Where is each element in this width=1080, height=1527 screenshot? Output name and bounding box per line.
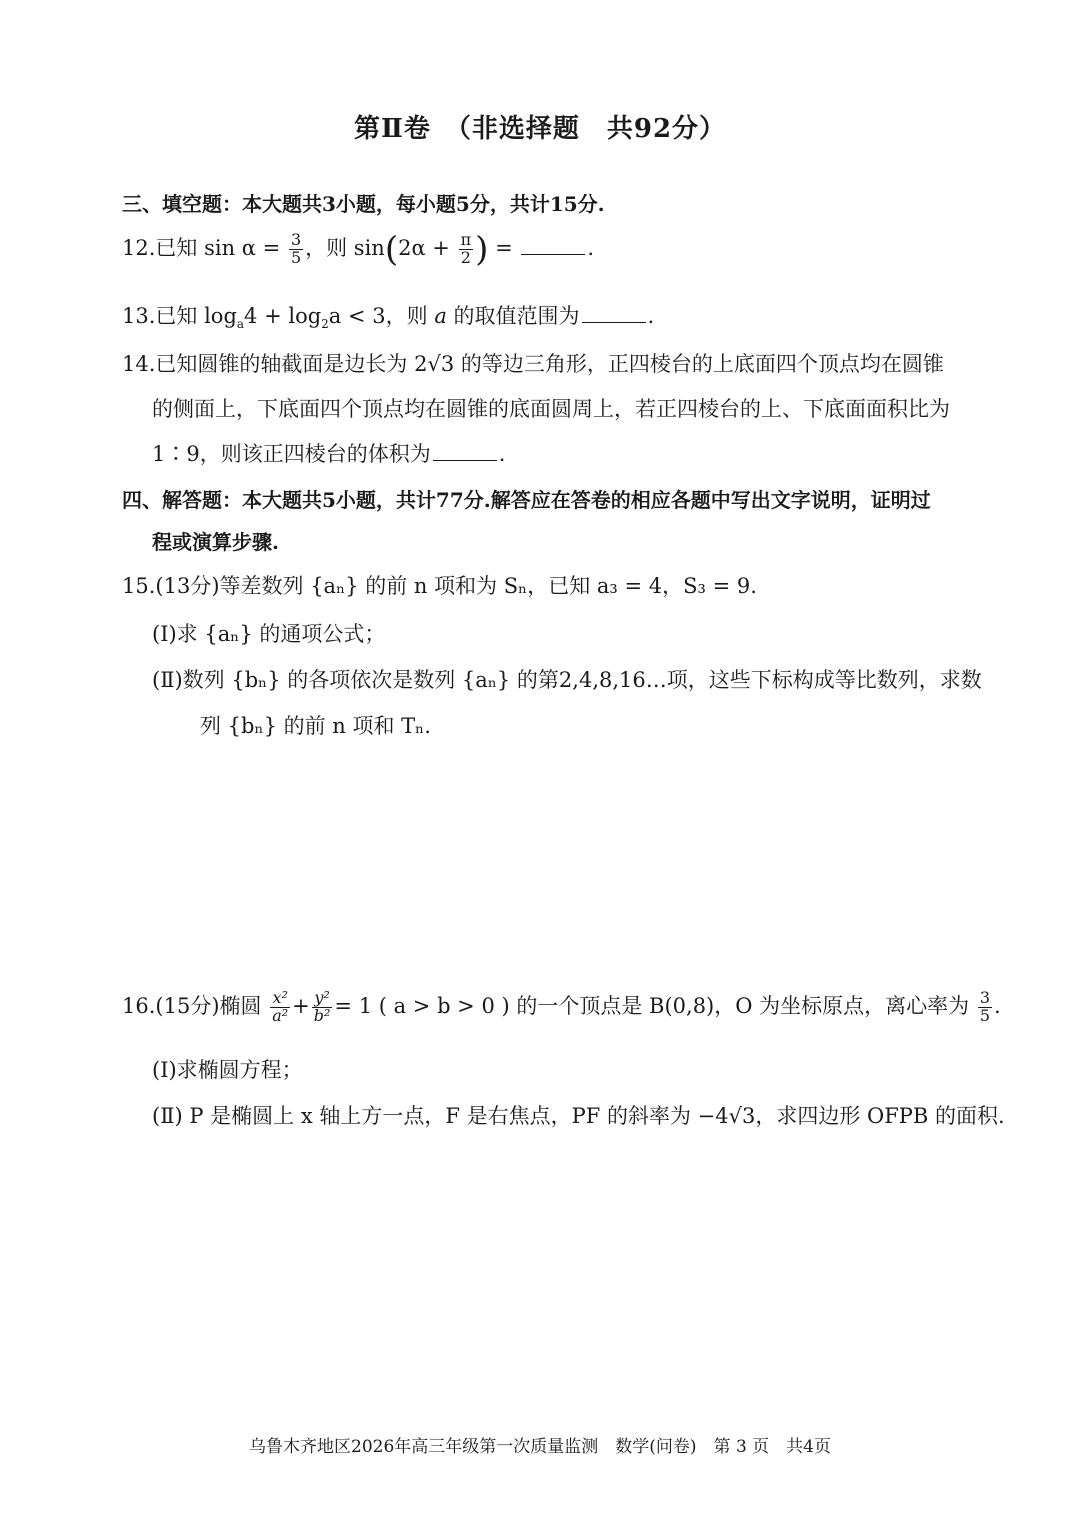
q16-end: . [994, 994, 1001, 1018]
question-15-part2-line2: 列 {bₙ} 的前 n 项和 Tₙ. [200, 714, 431, 738]
question-16 [122, 990, 1001, 1025]
fraction-denominator: 2 [460, 248, 471, 267]
section-four-heading-line2: 程或演算步骤. [152, 530, 279, 554]
fraction-denominator: 5 [290, 248, 302, 267]
question-number: 14. [122, 352, 156, 376]
question-16-part2: (Ⅱ) P 是椭圆上 x 轴上方一点，F 是右焦点，PF 的斜率为 −4√3，求四边形 OFPB 的面积. [152, 1104, 1005, 1128]
q13-end: . [647, 304, 655, 328]
question-14-line3 [152, 438, 505, 468]
q13-text-b: 4 + log [244, 304, 322, 328]
q16-mid: = 1 ( a > b > 0 ) 的一个顶点是 B(0,8)，O 为坐标原点，离心率为 [334, 994, 970, 1018]
q12-inner: 2α + [398, 236, 450, 260]
q16-fraction-e [978, 990, 992, 1025]
q12-fraction-3-5 [289, 232, 303, 267]
fraction-numerator: x² [270, 990, 290, 1008]
q16-fraction-y [312, 990, 333, 1025]
question-number: 12. [122, 236, 156, 260]
question-14-line2: 的侧面上，下底面四个顶点均在圆锥的底面圆周上，若正四棱台的上、下底面面积比为 [152, 397, 950, 421]
fraction-numerator: 3 [979, 988, 991, 1008]
q12-prefix: 已知 [155, 236, 198, 260]
q16-fraction-x [270, 990, 290, 1025]
q13-text-c: a < 3，则 [328, 304, 428, 328]
q14-line3: 1∶9，则该正四棱台的体积为 [152, 442, 431, 466]
q16-plus: + [292, 994, 310, 1018]
section-four-heading-line1: 四、解答题：本大题共5小题，共计77分.解答应在答卷的相应各题中写出文字说明，证明过 [122, 488, 931, 512]
q12-mid: ，则 sin [305, 236, 385, 260]
left-paren: ( [384, 229, 399, 270]
q13-sub-b: 2 [321, 317, 329, 332]
q12-equals: = [495, 236, 513, 260]
q13-sub-a: a [236, 317, 245, 332]
question-12 [122, 229, 595, 270]
page-footer: 乌鲁木齐地区2026年高三年级第一次质量监测 数学(问卷) 第 3 页 共4页 [249, 1437, 831, 1457]
q15-stem: (13分)等差数列 {aₙ} 的前 n 项和为 Sₙ，已知 a₃ = 4，S₃ = 9. [155, 574, 757, 598]
q16-pre: (15分)椭圆 [155, 994, 262, 1018]
answer-blank[interactable] [521, 254, 585, 255]
q14-end: . [498, 442, 506, 466]
question-13 [122, 300, 654, 331]
q14-line1: 已知圆锥的轴截面是边长为 2√3 的等边三角形，正四棱台的上底面四个顶点均在圆锥 [155, 352, 944, 376]
right-paren: ) [475, 229, 489, 270]
q13-text-a: 已知 log [155, 304, 237, 328]
fraction-denominator: 5 [979, 1006, 991, 1025]
q13-var: a [434, 304, 447, 328]
question-16-part1: (Ⅰ)求椭圆方程； [152, 1058, 303, 1082]
question-14-line1 [122, 348, 944, 378]
question-15-part1: (Ⅰ)求 {aₙ} 的通项公式； [152, 622, 386, 646]
fraction-numerator: y² [312, 990, 333, 1008]
section-three-heading: 三、填空题：本大题共3小题，每小题5分，共计15分. [122, 192, 605, 216]
q13-text-d: 的取值范围为 [453, 304, 580, 328]
fraction-denominator: b² [313, 1006, 331, 1025]
fraction-numerator: 3 [290, 230, 302, 250]
q12-end: . [587, 236, 595, 260]
question-number: 16. [122, 994, 156, 1018]
question-number: 13. [122, 304, 156, 328]
question-number: 15. [122, 574, 156, 598]
fraction-numerator: π [460, 230, 472, 250]
question-15-part2-line1: (Ⅱ)数列 {bₙ} 的各项依次是数列 {aₙ} 的第2,4,8,16…项，这些下标构成等比数列，求数 [152, 668, 982, 692]
part-title: 第Ⅱ卷 （非选择题 共92分） [353, 114, 727, 144]
q12-fraction-pi-2 [459, 232, 474, 267]
question-15 [122, 570, 757, 600]
answer-blank[interactable] [582, 322, 646, 323]
answer-blank[interactable] [433, 460, 497, 461]
fraction-denominator: a² [272, 1006, 289, 1025]
q12-sin-alpha: sin α = [204, 236, 281, 260]
